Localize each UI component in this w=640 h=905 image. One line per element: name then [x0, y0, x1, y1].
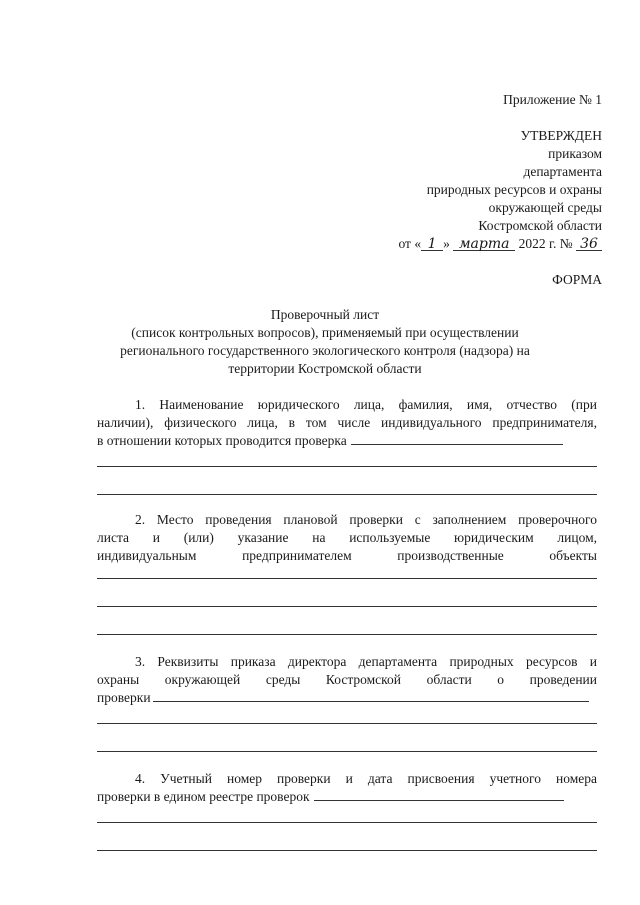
item-3-blank-line-2[interactable]	[97, 751, 597, 752]
item-4-line-2-text: проверки в едином реестре проверок	[97, 789, 310, 804]
title-line-4: территории Костромской области	[228, 361, 422, 376]
title-line-2: (список контрольных вопросов), применяемый при осуществлении	[131, 325, 519, 340]
approved-line-1: приказом	[548, 146, 602, 161]
item-2-blank-line-3[interactable]	[97, 634, 597, 635]
approved-line-4: окружающей среды	[488, 200, 602, 215]
item-2-line-1: 2. Место проведения плановой проверки с заполнением проверочного	[135, 512, 597, 527]
item-3-blank-line-1[interactable]	[97, 723, 597, 724]
item-2-blank-line-1[interactable]	[97, 578, 597, 579]
approved-line-2: департамента	[523, 164, 602, 179]
item-4-line-2	[97, 788, 597, 807]
item-4-blank-line-2[interactable]	[97, 850, 597, 851]
item-4-fill[interactable]	[314, 788, 564, 801]
item-2-line-2: листа и (или) указание на используемые юридическим лицом,	[97, 530, 597, 545]
date-month: марта	[453, 236, 515, 251]
title-line-1: Проверочный лист	[270, 307, 380, 322]
title-line-3: регионального государственного экологического контроля (надзора) на	[120, 343, 530, 358]
item-3-fill[interactable]	[153, 689, 589, 702]
approved-line-5: Костромской области	[478, 218, 602, 233]
item-4-blank-line-1[interactable]	[97, 822, 597, 823]
item-1-line-3-text: в отношении которых проводится проверка	[97, 433, 347, 448]
order-number: 36	[576, 236, 602, 251]
item-2-line-3: индивидуальным предпринимателем производственные объекты	[97, 548, 597, 563]
appendix-label: Приложение № 1	[503, 92, 602, 107]
item-3-line-1: 3. Реквизиты приказа директора департамента природных ресурсов и	[135, 654, 597, 669]
item-4-line-1: 4. Учетный номер проверки и дата присвоения учетного номера	[135, 771, 597, 786]
item-1-blank-line-2[interactable]	[97, 494, 597, 495]
item-3-line-3	[97, 689, 597, 708]
item-3-line-3-text: проверки	[97, 690, 151, 705]
form-label: ФОРМА	[552, 272, 602, 287]
item-1-line-2: наличии), физического лица, в том числе индивидуального предпринимателя,	[97, 415, 597, 430]
item-3-line-2: охраны окружающей среды Костромской области о проведении	[97, 672, 597, 687]
date-day: 1	[421, 236, 443, 251]
approved-label: УТВЕРЖДЕН	[520, 128, 602, 143]
item-1-blank-line-1[interactable]	[97, 466, 597, 467]
order-date-line	[398, 236, 602, 252]
item-1-fill[interactable]	[351, 432, 563, 445]
approved-line-3: природных ресурсов и охраны	[426, 182, 602, 197]
date-mid: »	[443, 236, 450, 251]
item-2-blank-line-2[interactable]	[97, 606, 597, 607]
item-1-line-3	[97, 432, 597, 451]
item-1-line-1: 1. Наименование юридического лица, фамилия, имя, отчество (при	[135, 397, 597, 412]
date-year: 2022 г. №	[518, 236, 573, 251]
date-prefix: от «	[398, 236, 422, 251]
